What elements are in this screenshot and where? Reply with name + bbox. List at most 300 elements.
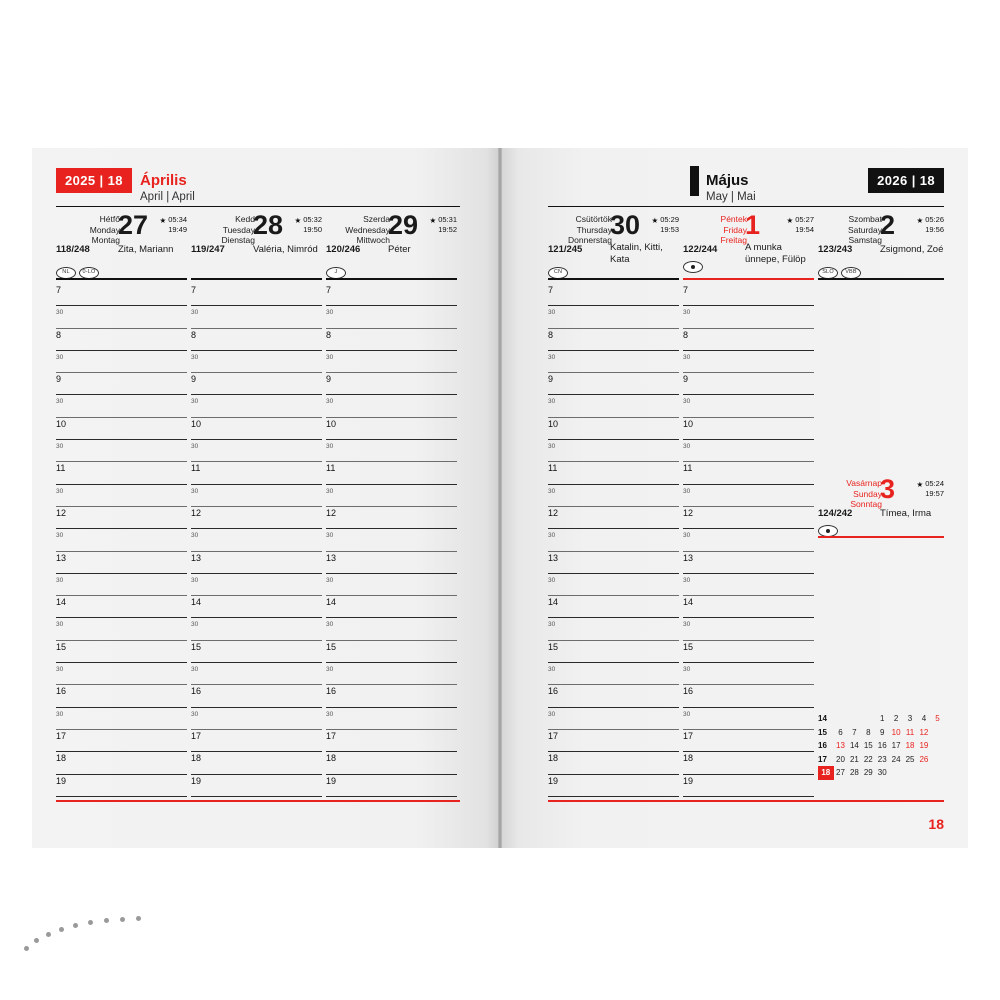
schedule-row[interactable] [326, 418, 457, 440]
mini-calendar-day[interactable]: 12 [919, 727, 929, 737]
page-number: 18 [928, 816, 944, 832]
mini-calendar-day[interactable]: 8 [866, 727, 871, 737]
weekday-names [326, 214, 390, 246]
sun-times [159, 215, 187, 234]
hour-label: 18 [191, 753, 202, 764]
mini-calendar-day[interactable] [903, 766, 917, 780]
weekday-name: Szerda [363, 214, 390, 224]
weekday-name: Wednesday [345, 224, 390, 235]
schedule-row[interactable] [56, 552, 187, 574]
schedule-line [683, 796, 814, 797]
schedule-row[interactable] [326, 351, 457, 373]
schedule-row[interactable] [683, 529, 814, 551]
schedule-row[interactable] [326, 529, 457, 551]
day-of-year: 123/243 [818, 244, 853, 255]
schedule-row[interactable] [56, 752, 187, 774]
schedule-row[interactable] [548, 351, 679, 373]
weekday-name: Sonntag [850, 499, 882, 509]
mini-calendar-day[interactable]: 3 [907, 714, 913, 724]
schedule-line [191, 796, 322, 797]
schedule-row[interactable] [191, 775, 322, 797]
schedule-row[interactable] [548, 440, 679, 462]
schedule-row[interactable] [548, 663, 679, 685]
schedule-row[interactable] [326, 507, 457, 529]
schedule-row[interactable] [683, 418, 814, 440]
hour-label: 18 [548, 753, 559, 764]
hour-label: 19 [548, 775, 559, 786]
schedule-row[interactable] [683, 641, 814, 663]
hour-label: 17 [548, 730, 559, 741]
year-badge-left: 2025 | 18 [56, 168, 132, 193]
schedule-row[interactable] [683, 752, 814, 774]
day-column-2 [818, 210, 944, 276]
mini-calendar-day[interactable]: 24 [891, 754, 901, 764]
schedule-row[interactable] [191, 618, 322, 640]
schedule-row[interactable] [548, 730, 679, 752]
header-rule-left [56, 206, 460, 207]
schedule-row[interactable] [191, 507, 322, 529]
schedule-row[interactable] [56, 663, 187, 685]
schedule-row[interactable] [56, 618, 187, 640]
month-title-right [706, 172, 756, 203]
half-hour-label: 30 [191, 710, 199, 718]
schedule-row[interactable] [191, 529, 322, 551]
schedule-row[interactable] [326, 685, 457, 707]
schedule-row[interactable] [683, 775, 814, 797]
half-hour-label: 30 [191, 576, 199, 584]
mini-calendar-day[interactable]: 5 [935, 714, 940, 724]
mini-calendar-day[interactable]: 2 [893, 714, 899, 724]
sunday-block [818, 474, 944, 540]
schedule-row[interactable] [326, 462, 457, 484]
half-hour-label: 30 [326, 443, 334, 451]
schedule-row[interactable] [191, 574, 322, 596]
schedule-row[interactable] [683, 596, 814, 618]
month-name-left: Április [140, 172, 187, 189]
half-hour-label: 30 [683, 532, 691, 540]
half-hour-label: 30 [326, 532, 334, 540]
schedule-row[interactable] [191, 685, 322, 707]
half-hour-label: 30 [548, 532, 556, 540]
moon-row [56, 260, 102, 279]
schedule-row[interactable] [326, 329, 457, 351]
half-hour-label: 30 [56, 532, 64, 540]
sun-times [916, 479, 944, 498]
weekday-name: Thursday [576, 224, 612, 235]
mini-calendar-day[interactable]: 25 [905, 754, 915, 764]
hour-label: 17 [56, 730, 67, 741]
mini-calendar-day[interactable]: 29 [863, 768, 873, 778]
schedule-row[interactable] [683, 351, 814, 373]
schedule-row[interactable] [56, 596, 187, 618]
schedule-row[interactable] [548, 462, 679, 484]
mini-calendar-day[interactable] [889, 766, 903, 780]
mini-calendar-day[interactable]: 1 [879, 714, 885, 724]
schedule-row[interactable] [326, 641, 457, 663]
mini-calendar-day[interactable]: 23 [877, 754, 887, 764]
week-number: 14 [818, 714, 827, 724]
schedule-row[interactable] [683, 663, 814, 685]
hour-label: 15 [191, 641, 202, 652]
hour-label: 10 [56, 418, 67, 429]
hour-grid [326, 284, 457, 797]
schedule-row[interactable] [326, 663, 457, 685]
sunrise-time: 05:32 [303, 215, 322, 224]
moon-row [683, 260, 706, 278]
weekday-name: Saturday [847, 224, 882, 235]
day-of-year: 119/247 [191, 244, 225, 255]
day-column-28 [191, 210, 322, 786]
schedule-row[interactable] [191, 552, 322, 574]
mini-calendar-day[interactable] [861, 712, 875, 726]
schedule-row[interactable] [326, 485, 457, 507]
hour-label: 17 [326, 730, 337, 741]
sunday-header [818, 474, 944, 540]
schedule-row[interactable] [326, 708, 457, 730]
sunrise-icon: ★ [916, 216, 924, 225]
schedule-row[interactable] [326, 552, 457, 574]
schedule-row[interactable] [548, 373, 679, 395]
mini-calendar [818, 712, 944, 780]
schedule-row[interactable] [56, 708, 187, 730]
schedule-row[interactable] [326, 395, 457, 417]
schedule-row[interactable] [548, 284, 679, 306]
schedule-row[interactable] [56, 775, 187, 797]
hour-label: 7 [191, 285, 197, 295]
mini-calendar-day[interactable]: 4 [921, 714, 927, 724]
schedule-row[interactable] [326, 775, 457, 797]
sunrise-icon: ★ [651, 216, 659, 225]
weekday-name: Csütörtök [575, 214, 612, 224]
mini-calendar-day[interactable]: 18 [905, 741, 915, 751]
schedule-row[interactable] [191, 395, 322, 417]
schedule-row[interactable] [683, 462, 814, 484]
schedule-row[interactable] [191, 730, 322, 752]
hour-label: 11 [683, 463, 693, 474]
schedule-row[interactable] [191, 485, 322, 507]
hour-label: 8 [191, 329, 197, 340]
day-number: 29 [388, 210, 419, 240]
name-day: Valéria, Nimród [253, 244, 318, 255]
schedule-row[interactable] [191, 596, 322, 618]
hour-label: 10 [548, 418, 559, 429]
day-header [191, 210, 322, 276]
mini-calendar-day[interactable]: 27 [836, 768, 845, 778]
schedule-row[interactable] [56, 284, 187, 306]
half-hour-label: 30 [548, 353, 556, 361]
schedule-row[interactable] [548, 641, 679, 663]
mini-calendar-day[interactable]: 13 [836, 741, 845, 751]
half-hour-label: 30 [191, 621, 199, 629]
sunrise-icon: ★ [429, 216, 437, 225]
schedule-row[interactable] [548, 507, 679, 529]
half-hour-label: 30 [548, 621, 556, 629]
schedule-row[interactable] [191, 641, 322, 663]
schedule-row[interactable] [683, 395, 814, 417]
schedule-row[interactable] [548, 306, 679, 328]
sunrise-time: 05:31 [438, 215, 457, 224]
mini-calendar-day[interactable] [917, 766, 931, 780]
page-gutter [498, 148, 502, 848]
hour-grid [191, 284, 322, 797]
week-number: 16 [818, 741, 827, 751]
schedule-row[interactable] [191, 462, 322, 484]
hour-label: 16 [326, 686, 337, 697]
weekday-name: Tuesday [222, 224, 255, 235]
hour-label: 8 [56, 329, 62, 340]
half-hour-label: 30 [56, 666, 64, 674]
mini-calendar-day[interactable]: 21 [849, 754, 859, 764]
schedule-row[interactable] [683, 373, 814, 395]
moon-row [326, 260, 349, 279]
hour-label: 16 [191, 686, 202, 697]
schedule-row[interactable] [56, 395, 187, 417]
mini-calendar-day[interactable]: 15 [863, 741, 873, 751]
hour-label: 12 [548, 507, 559, 518]
hour-label: 15 [683, 641, 694, 652]
half-hour-label: 30 [683, 576, 691, 584]
half-hour-label: 30 [56, 309, 64, 317]
hour-label: 8 [683, 329, 689, 340]
schedule-row[interactable] [191, 329, 322, 351]
half-hour-label: 30 [326, 487, 334, 495]
schedule-row[interactable] [191, 306, 322, 328]
mini-calendar-day[interactable]: 28 [849, 768, 859, 778]
half-hour-label: 30 [548, 710, 556, 718]
schedule-row[interactable] [683, 485, 814, 507]
day-divider [56, 278, 187, 280]
mini-calendar-week [818, 739, 944, 753]
half-hour-label: 30 [683, 666, 691, 674]
schedule-row[interactable] [191, 351, 322, 373]
schedule-row[interactable] [683, 730, 814, 752]
schedule-row[interactable] [326, 306, 457, 328]
hour-label: 11 [326, 463, 336, 474]
hour-label: 14 [683, 597, 694, 608]
schedule-row[interactable] [56, 418, 187, 440]
half-hour-label: 30 [683, 621, 691, 629]
mini-calendar-day[interactable]: 14 [849, 741, 859, 751]
schedule-row[interactable] [56, 306, 187, 328]
day-header [818, 210, 944, 276]
hour-label: 12 [56, 507, 67, 518]
schedule-row[interactable] [191, 440, 322, 462]
day-number: 28 [253, 210, 284, 240]
schedule-row[interactable] [683, 440, 814, 462]
schedule-row[interactable] [548, 775, 679, 797]
half-hour-label: 30 [548, 666, 556, 674]
schedule-row[interactable] [326, 618, 457, 640]
mini-calendar-day[interactable]: 9 [879, 727, 885, 737]
day-of-year: 121/245 [548, 244, 583, 255]
hour-label: 16 [683, 686, 694, 697]
year-badge-right: 2026 | 18 [868, 168, 944, 193]
schedule-row[interactable] [191, 663, 322, 685]
schedule-row[interactable] [683, 685, 814, 707]
schedule-row[interactable] [683, 552, 814, 574]
mini-calendar-day[interactable]: 30 [877, 768, 887, 778]
sunrise-icon: ★ [786, 216, 794, 225]
schedule-row[interactable] [326, 596, 457, 618]
schedule-row[interactable] [191, 752, 322, 774]
mini-calendar-day[interactable]: 11 [905, 727, 915, 737]
mini-calendar-day[interactable]: 16 [877, 741, 887, 751]
schedule-row[interactable] [56, 351, 187, 373]
schedule-row[interactable] [56, 329, 187, 351]
hour-label: 12 [683, 507, 694, 518]
half-hour-label: 30 [56, 443, 64, 451]
month-marker-right [690, 166, 699, 196]
schedule-row[interactable] [683, 574, 814, 596]
schedule-row[interactable] [326, 752, 457, 774]
half-hour-label: 30 [191, 309, 199, 317]
schedule-row[interactable] [548, 708, 679, 730]
schedule-row[interactable] [56, 373, 187, 395]
schedule-row[interactable] [683, 306, 814, 328]
hour-label: 9 [548, 374, 554, 385]
half-hour-label: 30 [191, 532, 199, 540]
schedule-row[interactable] [683, 708, 814, 730]
half-hour-label: 30 [548, 487, 556, 495]
mini-calendar-day[interactable] [847, 712, 861, 726]
mini-calendar-week [818, 766, 944, 780]
half-hour-label: 30 [56, 576, 64, 584]
day-number: 3 [880, 474, 896, 504]
schedule-row[interactable] [56, 440, 187, 462]
weekday-name: Monday [89, 224, 120, 235]
moon-phase-icon: VBB [841, 267, 861, 279]
schedule-line [548, 796, 679, 797]
hour-label: 7 [548, 285, 554, 295]
schedule-row[interactable] [56, 641, 187, 663]
mini-calendar-week [818, 753, 944, 767]
sunday-divider [818, 536, 944, 538]
sunrise-icon: ★ [294, 216, 302, 225]
schedule-row[interactable] [548, 596, 679, 618]
schedule-row[interactable] [683, 284, 814, 306]
hour-label: 19 [191, 775, 202, 786]
weekday-name: Vasárnap [846, 478, 882, 488]
sunset-time: 19:52 [438, 225, 457, 234]
schedule-row[interactable] [683, 618, 814, 640]
schedule-row[interactable] [548, 618, 679, 640]
schedule-row[interactable] [56, 485, 187, 507]
footer-rule-left [56, 800, 460, 802]
mini-calendar-day[interactable]: 7 [852, 727, 857, 737]
schedule-row[interactable] [683, 329, 814, 351]
day-of-year: 118/248 [56, 244, 90, 255]
schedule-row[interactable] [548, 574, 679, 596]
hour-label: 15 [326, 641, 337, 652]
schedule-row[interactable] [56, 685, 187, 707]
schedule-row[interactable] [191, 708, 322, 730]
schedule-row[interactable] [548, 529, 679, 551]
mini-calendar-day[interactable]: 19 [919, 741, 929, 751]
half-hour-label: 30 [191, 487, 199, 495]
schedule-row[interactable] [683, 507, 814, 529]
schedule-row[interactable] [326, 373, 457, 395]
half-hour-label: 30 [326, 621, 334, 629]
schedule-row[interactable] [326, 284, 457, 306]
schedule-row[interactable] [56, 462, 187, 484]
hour-label: 15 [56, 641, 67, 652]
day-divider [818, 278, 944, 280]
day-divider [326, 278, 457, 280]
mini-calendar-day[interactable]: 10 [891, 727, 901, 737]
half-hour-label: 30 [683, 353, 691, 361]
half-hour-label: 30 [683, 309, 691, 317]
half-hour-label: 30 [326, 353, 334, 361]
hour-label: 14 [191, 597, 202, 608]
schedule-row[interactable] [326, 574, 457, 596]
schedule-row[interactable] [326, 730, 457, 752]
hour-label: 13 [683, 552, 694, 563]
day-column-30 [548, 210, 679, 786]
hour-grid [683, 284, 814, 797]
schedule-row[interactable] [548, 418, 679, 440]
day-number: 30 [610, 210, 641, 240]
schedule-row[interactable] [326, 440, 457, 462]
mini-calendar-day[interactable]: 26 [919, 754, 929, 764]
half-hour-label: 30 [326, 666, 334, 674]
weekday-name: Péntek [720, 214, 747, 224]
day-of-year: 120/246 [326, 244, 361, 255]
schedule-row[interactable] [548, 752, 679, 774]
schedule-row[interactable] [56, 730, 187, 752]
name-day: Katalin, Kitti, Kata [610, 242, 663, 265]
mini-calendar-day[interactable]: 20 [836, 754, 845, 764]
hour-label: 13 [548, 552, 559, 563]
hour-label: 7 [326, 285, 332, 295]
schedule-row[interactable] [191, 373, 322, 395]
schedule-row[interactable] [548, 395, 679, 417]
schedule-row[interactable] [56, 529, 187, 551]
schedule-row[interactable] [548, 485, 679, 507]
mini-calendar-day[interactable] [834, 712, 848, 726]
weekday-names [683, 214, 747, 246]
hour-label: 18 [683, 753, 694, 764]
schedule-row[interactable] [548, 552, 679, 574]
month-title-left [140, 172, 195, 203]
schedule-row[interactable] [191, 418, 322, 440]
hour-label: 19 [683, 775, 694, 786]
mini-calendar-day[interactable]: 17 [891, 741, 901, 751]
hour-label: 19 [326, 775, 337, 786]
half-hour-label: 30 [191, 443, 199, 451]
hour-label: 11 [191, 463, 201, 474]
weekday-names [548, 214, 612, 246]
weekday-name: Friday [723, 224, 747, 235]
moon-row [818, 524, 841, 542]
sun-times [429, 215, 457, 234]
day-header [683, 210, 814, 276]
hour-label: 9 [683, 374, 689, 385]
schedule-row[interactable] [56, 507, 187, 529]
hour-label: 10 [326, 418, 337, 429]
schedule-row[interactable] [548, 329, 679, 351]
weekday-name: Samstag [848, 235, 882, 245]
day-divider [191, 278, 322, 280]
schedule-row[interactable] [548, 685, 679, 707]
weekday-name: Kedd [235, 214, 255, 224]
day-header [548, 210, 679, 276]
schedule-row[interactable] [56, 574, 187, 596]
mini-calendar-day[interactable]: 6 [838, 727, 843, 737]
schedule-row[interactable] [191, 284, 322, 306]
half-hour-label: 30 [56, 353, 64, 361]
half-hour-label: 30 [683, 398, 691, 406]
mini-calendar-day[interactable]: 22 [863, 754, 873, 764]
